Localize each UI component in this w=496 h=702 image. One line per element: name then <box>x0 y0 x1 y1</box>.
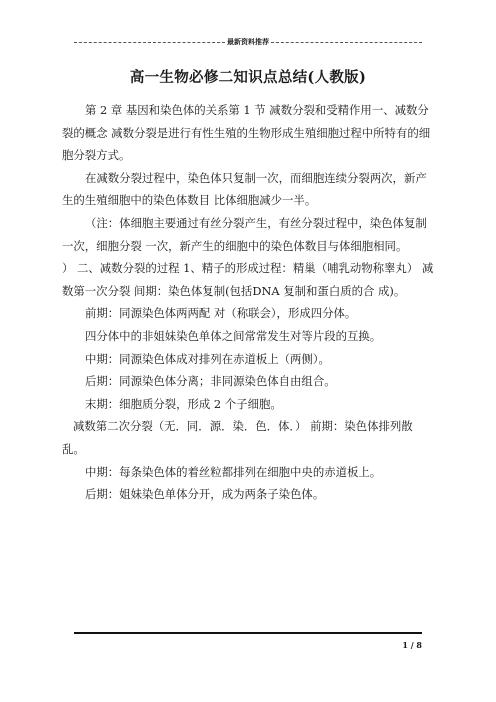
document-body <box>62 99 434 506</box>
paragraph: 后期：同源染色体分离；非同源染色体自由组合。 <box>85 374 336 389</box>
paragraph: 前期：同源染色体两两配 对（称联会），形成四分体。 <box>85 306 357 321</box>
header-text: 最新资料推荐 <box>227 37 269 46</box>
paragraph: ） 二、减数分裂的过程 1、精子的形成过程：精巢（哺乳动物称睾丸） 减数第一次分裂 间期：染色体复制(包括DNA 复制和蛋白质的合 成)。 <box>62 261 434 298</box>
paragraph: 后期：姐妹染色单体分开，成为两条子染色体。 <box>85 487 325 502</box>
paragraph: 末期：细胞质分裂，形成 2 个子细胞。 <box>85 396 282 411</box>
paragraph: 中期：同源染色体成对排列在赤道板上（两侧）。 <box>85 351 330 366</box>
paragraph: 第 2 章 基因和染色体的关系第 1 节 减数分裂和受精作用一、减数分裂的概念 减数分裂是进行有性生殖的生物形成生殖细胞过程中所特有的细胞分裂方式。 <box>62 103 431 163</box>
paragraph: （注：体细胞主要通过有丝分裂产生，有丝分裂过程中，染色体复制一次，细胞分裂 一次，新产生的细胞中的染色体数目与体细胞相同。 <box>62 215 427 253</box>
document-title: 高一生物必修二知识点总结(人教版) <box>129 69 367 86</box>
paragraph: 减数第二次分裂（无．同．源．染．色．体．） 前期：染色体排列散乱。 <box>62 419 413 456</box>
paragraph: 中期：每条染色体的着丝粒都排列在细胞中央的赤道板上。 <box>85 464 382 479</box>
footer-rule <box>74 632 422 634</box>
page-header <box>74 37 422 47</box>
header-dashes-right <box>271 42 422 43</box>
page-number: 1 / 8 <box>402 640 422 650</box>
paragraph: 在减数分裂过程中，染色体只复制一次，而细胞连续分裂两次，新产生的生殖细胞中的染色体数目 比体细胞减少一半。 <box>62 170 427 208</box>
paragraph: 四分体中的非姐妹染色单体之间常常发生对等片段的互换。 <box>85 328 382 343</box>
header-dashes-left <box>74 42 225 43</box>
